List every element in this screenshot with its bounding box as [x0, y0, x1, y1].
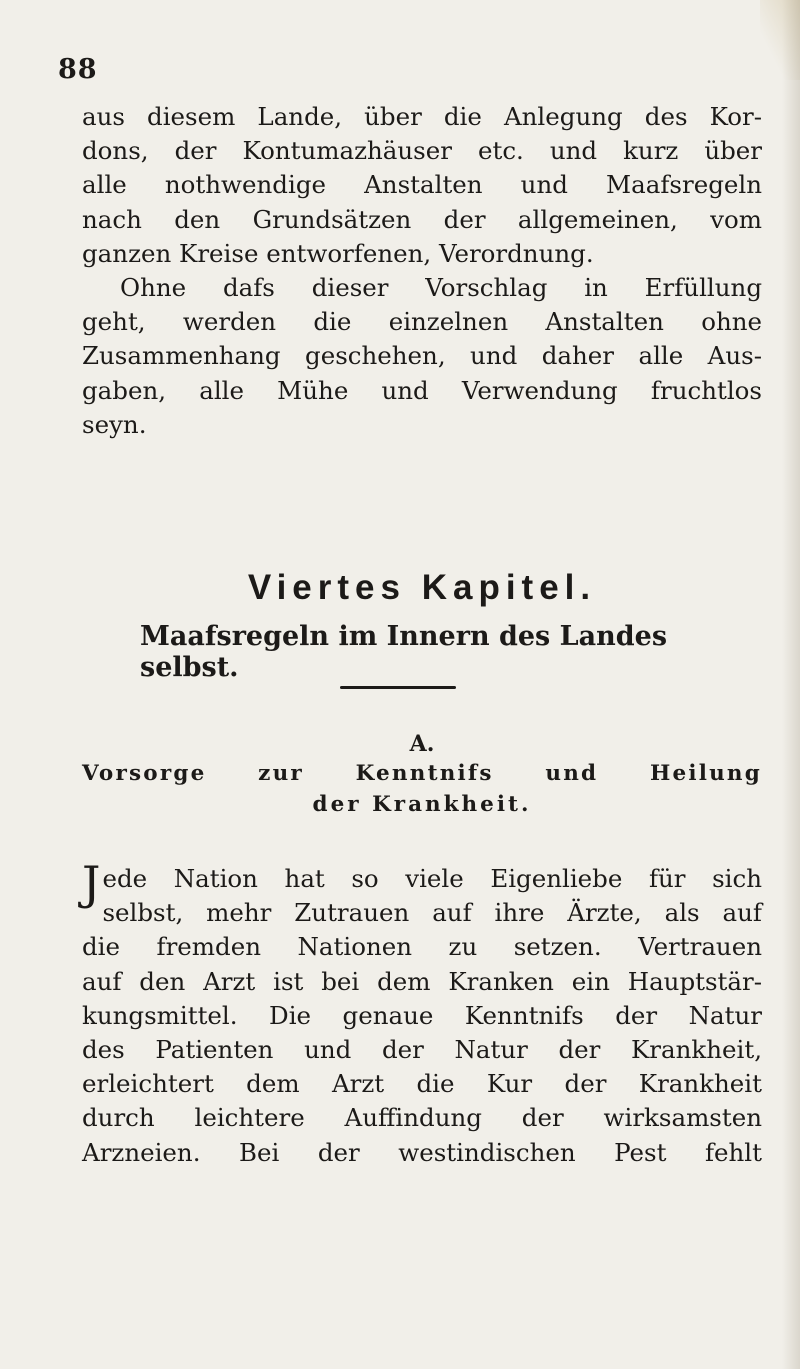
page-edge-shadow [782, 0, 800, 1369]
section-letter: A. [409, 731, 435, 757]
divider-rule [340, 686, 456, 689]
chapter-subtitle: Maafsregeln im Innern des Landes selbst. [140, 621, 668, 683]
paragraph-body [82, 856, 762, 1170]
text-line: ganzen Kreise entworfenen, Verordnung. [82, 238, 594, 268]
text-line: durch leichtere Auffindung der wirksamsten [82, 1103, 762, 1133]
text-line: alle nothwendige Anstalten und Maafsregeln [82, 170, 762, 200]
text-line: erleichtert dem Arzt die Kur der Krankheit [82, 1069, 762, 1099]
section-heading [82, 758, 762, 820]
text-line-first [82, 856, 762, 910]
text-line: Ohne dafs dieser Vorschlag in Erfüllung [120, 273, 762, 302]
text-line: kungsmittel. Die genaue Kenntnifs der Natur [82, 1000, 762, 1030]
text-line: aus diesem Lande, über die Anlegung des Kor- [82, 102, 762, 131]
text-line: geht, werden die einzelnen Anstalten ohne [82, 307, 762, 337]
chapter-title: Viertes Kapitel. [247, 568, 597, 607]
text-line: auf den Arzt ist bei dem Kranken ein Hauptstär- [82, 966, 762, 996]
text-line-rest: ede Nation hat so viele Eigenliebe für sich [102, 864, 762, 893]
paragraph-continuation [82, 100, 762, 271]
text-line: die fremden Nationen zu setzen. Vertrauen [82, 932, 762, 962]
text-line: seyn. [82, 409, 147, 439]
section-heading-line1: Vorsorge zur Kenntnifs und Heilung [82, 761, 762, 786]
drop-cap: J [82, 856, 101, 910]
page-number: 88 [58, 54, 98, 85]
text-line: des Patienten und der Natur der Krankheit, [82, 1035, 762, 1065]
text-line: gaben, alle Mühe und Verwendung fruchtlos [82, 375, 762, 405]
text-line: dons, der Kontumazhäuser etc. und kurz über [82, 136, 762, 166]
section-heading-line2: der Krankheit. [312, 792, 532, 817]
text-line: Arzneien. Bei der westindischen Pest fehlt [82, 1137, 762, 1167]
text-line: nach den Grundsätzen der allgemeinen, vom [82, 204, 762, 234]
text-line: selbst, mehr Zutrauen auf ihre Ärzte, als auf [102, 898, 762, 928]
text-line: Zusammenhang geschehen, und daher alle Aus- [82, 341, 762, 371]
paragraph-conclusion [82, 271, 762, 442]
